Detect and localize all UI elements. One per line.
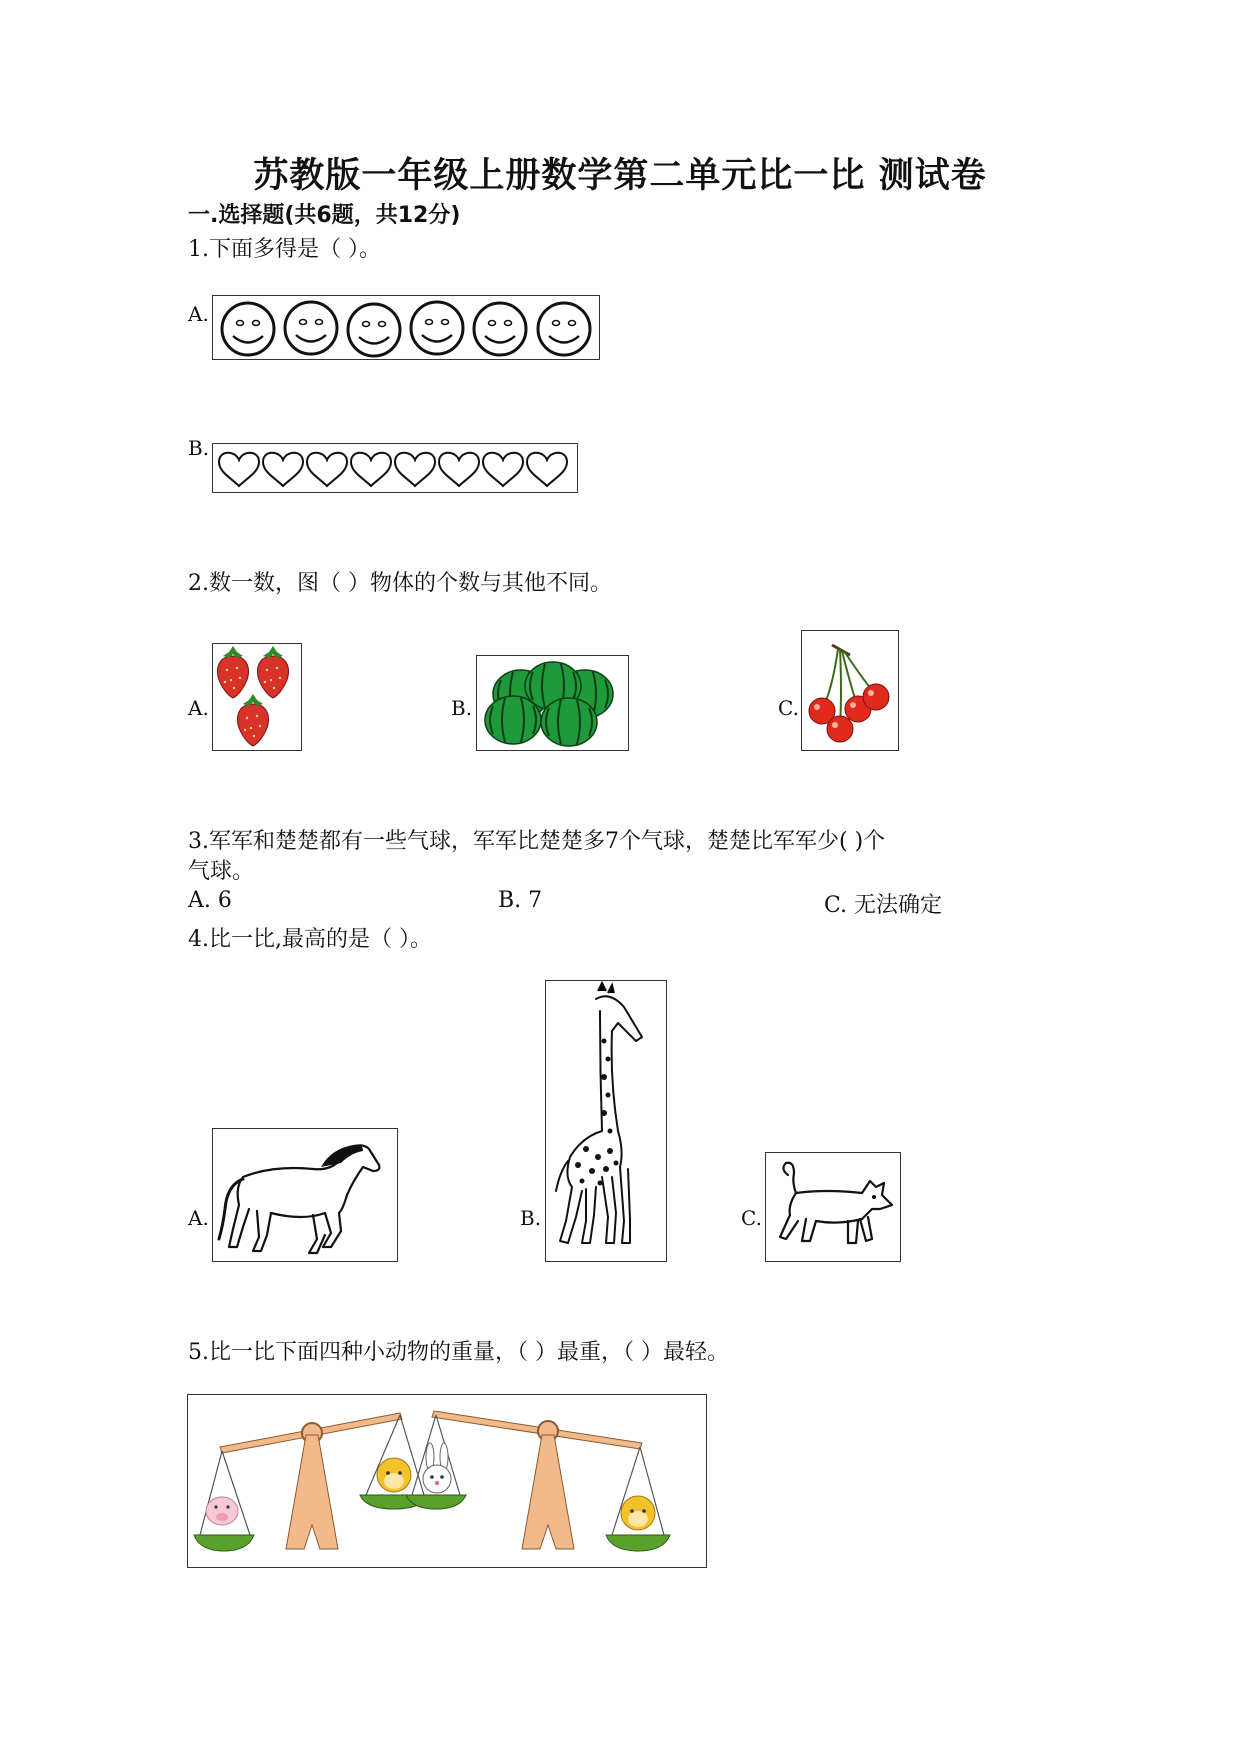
heart-outline-icon [439,453,479,486]
strawberry-icon [258,646,289,698]
smiley-face-icon [222,303,274,355]
heart-outline-icon [527,453,567,486]
section-heading: 一.选择题(共6题，共12分) [188,203,461,228]
watermelon-icon [541,698,597,746]
heart-outline-icon [307,453,347,486]
q4-horse-box[interactable] [212,1128,398,1262]
smiley-face-icon [411,302,463,354]
q3-option-a[interactable]: A. 6 [188,888,232,913]
question-3-text-line2: 气球。 [188,859,255,884]
q2-strawberry-box[interactable] [212,643,302,751]
heart-outline-icon [263,453,303,486]
q1-heart-box[interactable] [212,443,578,493]
q2-cherry-box[interactable] [801,630,899,751]
rabbit-icon [423,1443,451,1493]
smiley-face-icon [348,304,400,356]
q1-smiley-box[interactable] [212,295,600,360]
q2-option-b-label: B. [451,696,473,720]
q4-giraffe-box[interactable] [545,980,667,1262]
q1-option-a-label: A. [188,302,209,326]
heart-outline-icon [395,453,435,486]
strawberry-icon [238,694,269,746]
cherry-icon [827,716,853,742]
q1-option-b-label: B. [188,436,210,460]
q5-balance-picture [187,1394,707,1568]
question-1-text: 1.下面多得是（ ）。 [188,237,381,262]
heart-outline-icon [351,453,391,486]
q2-option-c-label: C. [778,696,799,720]
q4-option-a-label: A. [188,1206,209,1230]
smiley-face-icon [538,303,590,355]
question-2-text: 2.数一数，图（ ）物体的个数与其他不同。 [188,571,612,596]
q4-option-b-label: B. [520,1206,542,1230]
q4-option-c-label: C. [741,1206,762,1230]
question-3-text-line1: 3.军军和楚楚都有一些气球，军军比楚楚多7个气球，楚楚比军军少( )个 [188,829,886,854]
dog-icon [766,1153,900,1261]
q4-dog-box[interactable] [765,1152,901,1262]
heart-outline-icon [483,453,523,486]
question-5-text: 5.比一比下面四种小动物的重量，（ ）最重，（ ）最轻。 [188,1340,729,1365]
horse-icon [213,1129,397,1261]
watermelon-icon [485,696,541,744]
smiley-face-icon [474,303,526,355]
page-title: 苏教版一年级上册数学第二单元比一比 测试卷 [253,156,987,196]
smiley-face-icon [285,302,337,354]
monkey-icon [377,1458,411,1492]
question-4-text: 4.比一比,最高的是（ ）。 [188,927,432,952]
heart-outline-icon [219,453,259,486]
q3-option-b[interactable]: B. 7 [498,888,543,913]
q3-option-c[interactable]: C. 无法确定 [824,893,943,918]
q2-option-a-label: A. [188,696,209,720]
pig-icon [206,1497,238,1525]
giraffe-icon [546,981,666,1261]
heart-row [213,444,577,492]
strawberry-icon [218,646,249,698]
smiley-row [213,296,599,359]
monkey-icon [621,1496,655,1530]
cherry-icon [863,684,889,710]
q2-watermelon-box[interactable] [476,655,629,751]
